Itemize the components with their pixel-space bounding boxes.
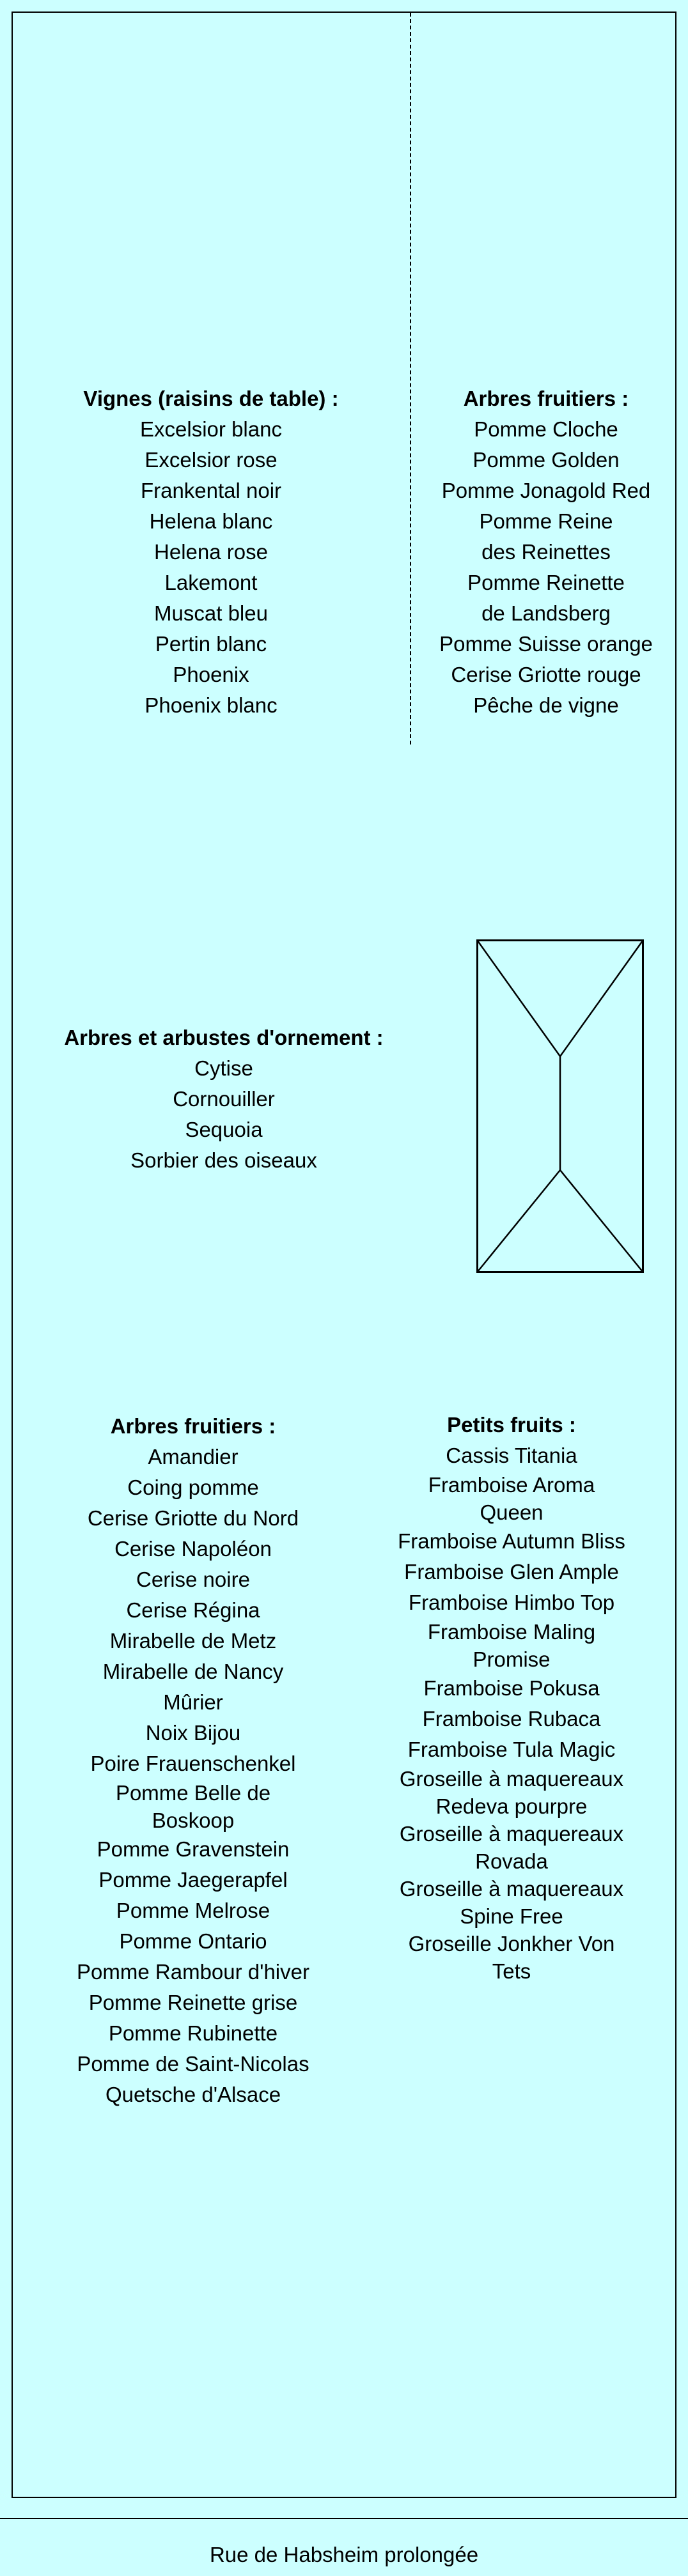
list-item: Pomme Reinette bbox=[467, 571, 625, 594]
list-item: Framboise Tula Magic bbox=[407, 1738, 616, 1761]
list-item: Pomme Suisse orange bbox=[439, 632, 653, 656]
list-item: Pomme Gravenstein bbox=[97, 1837, 290, 1861]
list-item: Pomme Cloche bbox=[474, 417, 618, 441]
list-item: Redeva pourpre bbox=[435, 1794, 588, 1818]
arbres-fruitiers-bottom-heading: Arbres fruitiers : bbox=[110, 1414, 276, 1438]
list-item: Quetsche d'Alsace bbox=[105, 2083, 281, 2106]
list-item: Groseille à maquereaux bbox=[399, 1822, 624, 1846]
arbres-fruitiers-top-heading: Arbres fruitiers : bbox=[463, 387, 629, 410]
list-item: Sorbier des oiseaux bbox=[130, 1148, 317, 1172]
list-item: Framboise Glen Ample bbox=[404, 1560, 619, 1584]
list-item: Cerise Griotte rouge bbox=[451, 663, 641, 686]
list-item: Framboise Pokusa bbox=[423, 1676, 600, 1700]
list-item: Mirabelle de Metz bbox=[109, 1629, 277, 1653]
arbres-fruitiers-top-section bbox=[417, 383, 675, 721]
list-item: Pomme Golden bbox=[473, 448, 620, 472]
dashed-divider-line bbox=[410, 13, 411, 744]
list-item: Helena rose bbox=[154, 540, 268, 564]
list-item: Coing pomme bbox=[127, 1476, 259, 1499]
list-item: Pêche de vigne bbox=[473, 693, 619, 717]
roof-ridge-line bbox=[478, 941, 561, 1057]
list-item: Framboise Maling bbox=[427, 1620, 596, 1644]
list-item: Framboise Rubaca bbox=[422, 1707, 601, 1731]
list-item: Muscat bleu bbox=[154, 601, 268, 625]
list-item: Pomme Rambour d'hiver bbox=[77, 1960, 309, 1984]
list-item: Phoenix bbox=[173, 663, 249, 686]
vignes-heading: Vignes (raisins de table) : bbox=[83, 387, 339, 410]
list-item: Rovada bbox=[475, 1849, 548, 1873]
list-item: Helena blanc bbox=[149, 509, 273, 533]
list-item: Lakemont bbox=[164, 571, 258, 594]
street-label: Rue de Habsheim prolongée bbox=[209, 2543, 479, 2566]
list-item: Promise bbox=[473, 1647, 551, 1671]
list-item: Cornouiller bbox=[173, 1087, 275, 1111]
list-item: Pertin blanc bbox=[155, 632, 267, 656]
list-item: Cerise noire bbox=[136, 1568, 250, 1591]
list-item: Amandier bbox=[148, 1445, 238, 1469]
list-item: Cassis Titania bbox=[446, 1444, 577, 1467]
list-item: Groseille à maquereaux bbox=[399, 1877, 624, 1901]
list-item: Pomme Ontario bbox=[119, 1929, 267, 1953]
list-item: de Landsberg bbox=[481, 601, 611, 625]
list-item: Pomme Jonagold Red bbox=[441, 479, 651, 502]
list-item: Pomme Reine bbox=[479, 509, 613, 533]
ornement-heading: Arbres et arbustes d'ornement : bbox=[64, 1026, 384, 1049]
list-item: Poire Frauenschenkel bbox=[90, 1752, 296, 1775]
list-item: Boskoop bbox=[152, 1809, 235, 1832]
list-item: Mirabelle de Nancy bbox=[102, 1660, 284, 1683]
ornement-section bbox=[18, 1022, 430, 1176]
list-item: Pomme Rubinette bbox=[108, 2021, 278, 2045]
list-item: Noix Bijou bbox=[145, 1721, 241, 1745]
list-item: Cerise Régina bbox=[126, 1598, 260, 1622]
list-item: Mûrier bbox=[163, 1690, 223, 1714]
list-item: Pomme Reinette grise bbox=[88, 1991, 298, 2014]
street-line bbox=[0, 2518, 688, 2519]
list-item: Cerise Napoléon bbox=[114, 1537, 272, 1561]
building-roof-plan bbox=[476, 939, 644, 1273]
roof-ridge-line bbox=[560, 1170, 643, 1272]
list-item: Phoenix blanc bbox=[145, 693, 278, 717]
petits-fruits-heading: Petits fruits : bbox=[447, 1413, 576, 1437]
petits-fruits-section bbox=[371, 1410, 652, 1985]
roof-ridge-line bbox=[478, 1170, 561, 1272]
petits-fruits-list bbox=[371, 1440, 652, 1985]
vignes-section bbox=[18, 383, 404, 721]
list-item: Queen bbox=[480, 1500, 543, 1524]
list-item: Cytise bbox=[194, 1056, 253, 1080]
list-item: Spine Free bbox=[460, 1904, 563, 1928]
list-item: Frankental noir bbox=[140, 479, 282, 502]
list-item: Sequoia bbox=[185, 1118, 263, 1141]
list-item: Excelsior blanc bbox=[140, 417, 282, 441]
arbres-fruitiers-top-list bbox=[417, 414, 675, 721]
roof-ridge-line bbox=[560, 941, 643, 1057]
list-item: Groseille Jonkher Von bbox=[408, 1932, 615, 1955]
list-item: Tets bbox=[492, 1959, 531, 1983]
vignes-list bbox=[18, 414, 404, 721]
ornement-list bbox=[18, 1053, 430, 1176]
arbres-fruitiers-bottom-list bbox=[45, 1442, 341, 2110]
list-item: Pomme Belle de bbox=[115, 1781, 271, 1805]
list-item: Pomme de Saint-Nicolas bbox=[77, 2052, 309, 2076]
list-item: Framboise Himbo Top bbox=[408, 1591, 615, 1614]
list-item: Framboise Aroma bbox=[428, 1473, 595, 1497]
list-item: des Reinettes bbox=[481, 540, 611, 564]
list-item: Groseille à maquereaux bbox=[399, 1767, 624, 1791]
list-item: Framboise Autumn Bliss bbox=[398, 1529, 625, 1553]
list-item: Cerise Griotte du Nord bbox=[87, 1506, 299, 1530]
list-item: Excelsior rose bbox=[145, 448, 278, 472]
list-item: Pomme Melrose bbox=[116, 1899, 270, 1922]
list-item: Pomme Jaegerapfel bbox=[98, 1868, 288, 1892]
arbres-fruitiers-bottom-section bbox=[45, 1411, 341, 2110]
